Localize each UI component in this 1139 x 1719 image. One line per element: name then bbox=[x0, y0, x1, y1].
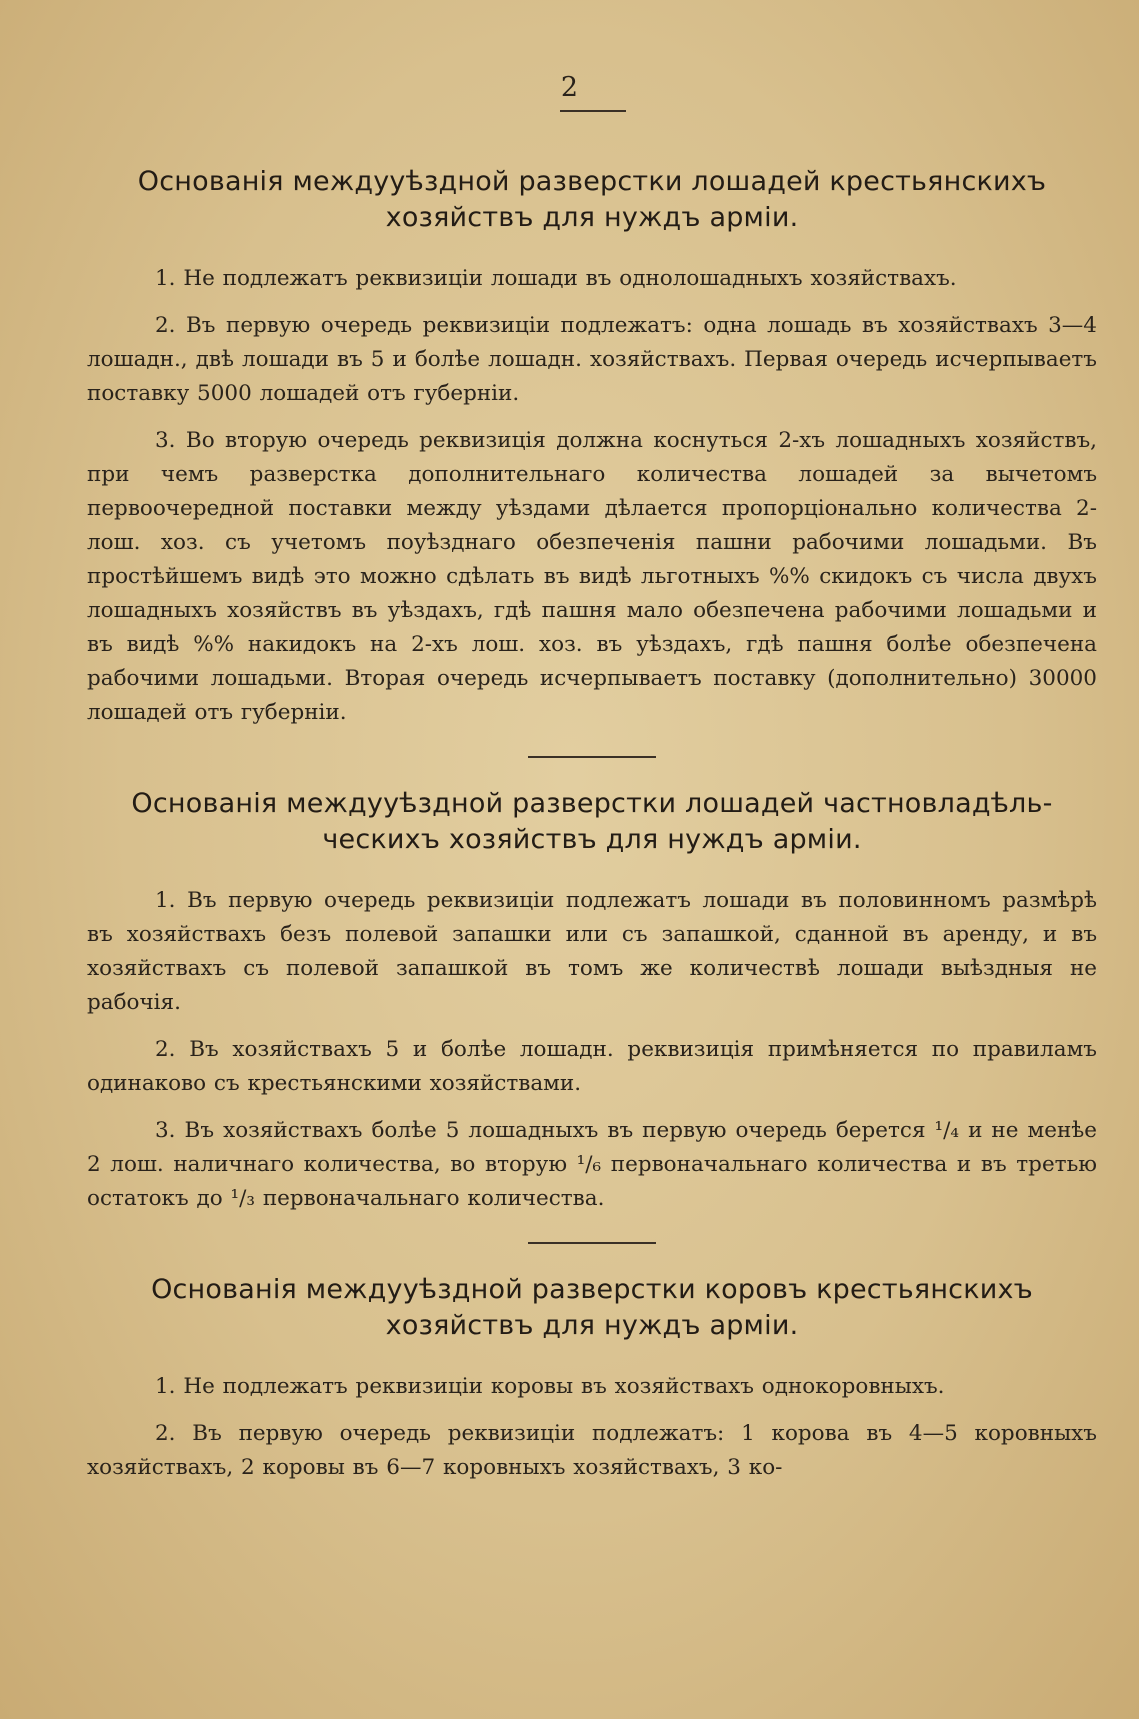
section-title-line: хозяйствъ для нуждъ арміи. bbox=[385, 1310, 799, 1341]
section-divider bbox=[528, 1242, 656, 1244]
section-divider bbox=[528, 756, 656, 758]
section-title-line: Основанія междууѣздной разверстки коровъ крестьянскихъ bbox=[151, 1274, 1033, 1305]
section-title bbox=[87, 1272, 1097, 1344]
page-number: 2 bbox=[560, 72, 579, 103]
paragraph: 2. Въ первую очередь реквизиціи подлежатъ: одна лошадь въ хозяйствахъ 3—4 лошадн., двѣ лошади въ 5 и болѣе лошадн. хозяйствахъ. Первая очередь исчерпываетъ поставку 5000 лошадей отъ губерніи. bbox=[87, 313, 1097, 406]
section-title-line: Основанія междууѣздной разверстки лошадей частновладѣль- bbox=[131, 788, 1053, 819]
paragraph: 3. Въ хозяйствахъ болѣе 5 лошадныхъ въ первую очередь берется ¹/₄ и не менѣе 2 лош. наличнаго количества, во вторую ¹/₆ первоначальнаго количества и въ третью остатокъ до ¹/₃ первоначальнаго количества. bbox=[87, 1118, 1097, 1211]
document-body bbox=[87, 164, 1097, 1498]
page-number-rule bbox=[560, 110, 626, 112]
section-title bbox=[87, 164, 1097, 236]
paragraph: 1. Не подлежатъ реквизиціи коровы въ хозяйствахъ однокоровныхъ. bbox=[155, 1374, 945, 1399]
section-title-line: Основанія междууѣздной разверстки лошадей крестьянскихъ bbox=[137, 166, 1047, 197]
section-peasant-cows bbox=[87, 1272, 1097, 1485]
section-title bbox=[87, 786, 1097, 858]
section-title-line: ческихъ хозяйствъ для нуждъ арміи. bbox=[322, 824, 862, 855]
paragraph: 2. Въ первую очередь реквизиціи подлежатъ: 1 корова въ 4—5 коровныхъ хозяйствахъ, 2 коровы въ 6—7 коровныхъ хозяйствахъ, 3 ко- bbox=[87, 1421, 1097, 1480]
paragraph: 2. Въ хозяйствахъ 5 и болѣе лошадн. реквизиція примѣняется по правиламъ одинаково съ крестьянскими хозяйствами. bbox=[87, 1037, 1097, 1096]
paragraph: 3. Во вторую очередь реквизиція должна коснуться 2-хъ лошадныхъ хозяйствъ, при чемъ разверстка дополнительнаго количества лошадей за вычетомъ первоочередной поставки между уѣздами дѣлается пропорціонально количества 2-лош. хоз. съ учетомъ поуѣзднаго обезпеченія пашни рабочими лошадьми. Въ простѣйшемъ видѣ это можно сдѣлать въ видѣ льготныхъ %% скидокъ съ числа двухъ лошадныхъ хозяйствъ въ уѣздахъ, гдѣ пашня мало обезпечена рабочими лошадьми и въ видѣ %% накидокъ на 2-хъ лош. хоз. въ уѣздахъ, гдѣ пашня болѣе обезпечена рабочими лошадьми. Вторая очередь исчерпываетъ поставку (дополнительно) 30000 лошадей отъ губерніи. bbox=[87, 428, 1097, 725]
section-peasant-horses bbox=[87, 164, 1097, 730]
section-title-line: хозяйствъ для нуждъ арміи. bbox=[385, 202, 799, 233]
paragraph: 1. Не подлежатъ реквизиціи лошади въ однолошадныхъ хозяйствахъ. bbox=[155, 266, 957, 291]
paragraph: 1. Въ первую очередь реквизиціи подлежатъ лошади въ половинномъ размѣрѣ въ хозяйствахъ безъ полевой запашки или съ запашкой, сданной въ аренду, и въ хозяйствахъ съ полевой запашкой въ томъ же количествѣ лошади выѣздныя не рабочія. bbox=[87, 888, 1097, 1015]
section-private-horses bbox=[87, 786, 1097, 1216]
